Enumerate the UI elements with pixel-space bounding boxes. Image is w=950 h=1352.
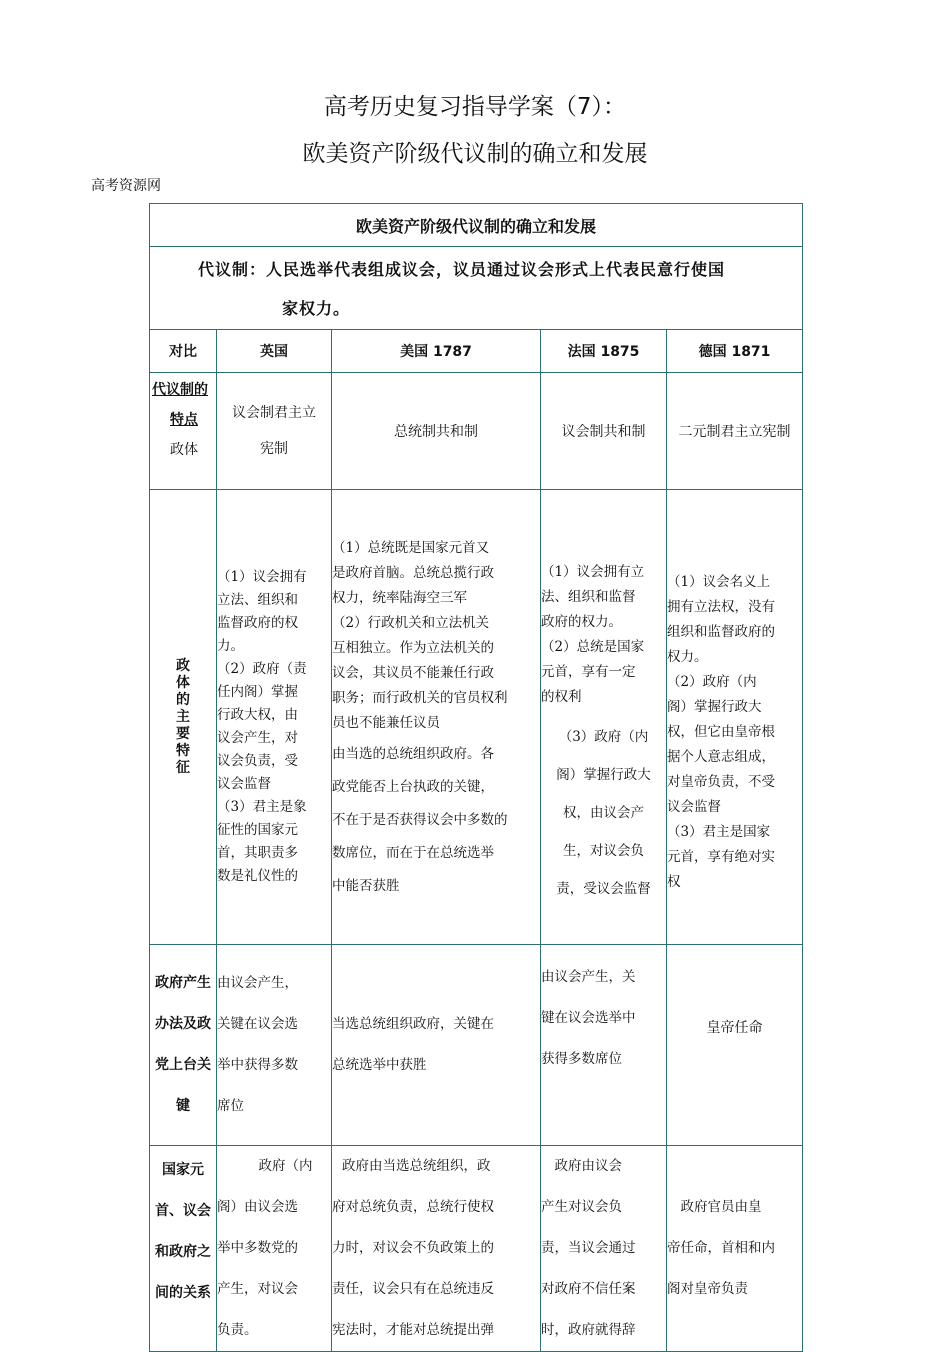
government-uk-line: 席位 xyxy=(217,1098,244,1114)
features-us-line: 员也不能兼任议员 xyxy=(332,714,440,731)
relations-uk-line: 负责。 xyxy=(217,1322,258,1338)
definition-line1: 代议制：人民选举代表组成议会，议员通过议会形式上代表民意行使国 xyxy=(198,260,726,279)
features-fr-line: 元首，享有一定 xyxy=(541,664,636,680)
features-de-line: 元首，享有绝对实 xyxy=(667,848,775,865)
relations-row xyxy=(150,1146,803,1352)
government-fr-line: 键在议会选举中 xyxy=(541,1010,636,1026)
column-header-row xyxy=(150,330,803,373)
relations-label-line: 间的关系 xyxy=(155,1285,211,1301)
features-uk xyxy=(217,490,332,945)
features-de-line: （2）政府（内 xyxy=(667,673,757,690)
relations-fr-line: 责，当议会通过 xyxy=(541,1240,636,1256)
features-us-line: 中能否获胜 xyxy=(332,877,400,894)
features-de xyxy=(667,490,803,945)
definition-cell xyxy=(150,247,803,330)
features-de-line: 权 xyxy=(667,873,681,890)
relations-fr-line: 时，政府就得辞 xyxy=(541,1322,636,1338)
table-heading: 欧美资产阶级代议制的确立和发展 xyxy=(150,204,803,247)
definition-line2: 家权力。 xyxy=(282,299,351,318)
features-uk-line: 首，其职责多 xyxy=(217,845,298,861)
features-de-line: （1）议会名义上 xyxy=(667,573,771,590)
features-us-line: 由当选的总统组织政府。各 xyxy=(332,745,494,762)
features-uk-line: 力。 xyxy=(217,638,244,654)
government-uk-line: 由议会产生， xyxy=(217,975,298,991)
relations-de xyxy=(667,1146,803,1352)
relations-uk-line: 政府（内 xyxy=(245,1158,313,1174)
regime-de: 二元制君主立宪制 xyxy=(667,373,803,490)
table-heading-row xyxy=(150,204,803,247)
features-label-char: 政 xyxy=(176,657,190,674)
features-de-line: 权，但它由皇帝根 xyxy=(667,723,775,740)
features-uk-line: （2）政府（责 xyxy=(217,661,307,677)
relations-de-line: 帝任命，首相和内 xyxy=(667,1240,775,1256)
regime-uk-line1: 议会制君主立 xyxy=(232,405,316,421)
features-uk-line: 议会负责，受 xyxy=(217,753,298,769)
col-header-uk: 英国 xyxy=(217,330,332,373)
features-uk-line: 监督政府的权 xyxy=(217,615,298,631)
features-fr-line: 阁）掌握行政大 xyxy=(556,767,651,783)
government-fr-line: 获得多数席位 xyxy=(541,1051,622,1067)
col-header-compare: 对比 xyxy=(150,330,217,373)
features-fr-line: 的权利 xyxy=(541,689,582,705)
document-title-line2: 欧美资产阶级代议制的确立和发展 xyxy=(302,141,648,167)
relations-us-line: 力时，对议会不负政策上的 xyxy=(332,1240,494,1256)
features-row xyxy=(150,490,803,945)
features-uk-line: （3）君主是象 xyxy=(217,799,307,815)
features-label-char: 特 xyxy=(176,742,190,759)
features-fr-line: 政府的权力。 xyxy=(541,614,622,630)
features-uk-line: （1）议会拥有 xyxy=(217,569,307,585)
features-uk-line: 数是礼仪性的 xyxy=(217,868,298,884)
relations-us-line: 政府由当选总统组织，政 xyxy=(342,1158,491,1174)
features-us-line: 权力，统率陆海空三军 xyxy=(332,589,467,606)
relations-uk-line: 举中多数党的 xyxy=(217,1240,298,1256)
government-uk-line: 关键在议会选 xyxy=(217,1016,298,1032)
regime-fr: 议会制共和制 xyxy=(541,373,667,490)
relations-fr-line: 产生对议会负 xyxy=(541,1199,622,1215)
features-fr-line: （3）政府（内 xyxy=(558,729,649,745)
relations-uk-line: 阁）由议会选 xyxy=(217,1199,298,1215)
features-fr-line: 权，由议会产 xyxy=(563,805,644,821)
government-row xyxy=(150,945,803,1146)
comparison-table xyxy=(149,203,803,1352)
relations-fr xyxy=(541,1146,667,1352)
government-fr xyxy=(541,945,667,1146)
document-title-line1: 高考历史复习指导学案（7）： xyxy=(323,94,627,120)
government-fr-line: 由议会产生，关 xyxy=(541,969,636,985)
features-us-line: 职务；而行政机关的官员权利 xyxy=(332,689,508,706)
features-de-line: 权力。 xyxy=(667,648,708,665)
government-uk xyxy=(217,945,332,1146)
relations-us xyxy=(332,1146,541,1352)
definition-row xyxy=(150,247,803,330)
features-uk-line: 议会产生，对 xyxy=(217,730,298,746)
relations-de-line: 阁对皇帝负责 xyxy=(667,1281,748,1297)
features-de-line: 组织和监督政府的 xyxy=(667,623,775,640)
features-us-line: 数席位，而在于在总统选举 xyxy=(332,844,494,861)
relations-us-line: 责任，议会只有在总统违反 xyxy=(332,1281,494,1297)
relations-fr-line: 对政府不信任案 xyxy=(541,1281,636,1297)
features-de-line: （3）君主是国家 xyxy=(667,823,771,840)
government-label-line: 政府产生 xyxy=(155,975,211,991)
relations-uk-line: 产生，对议会 xyxy=(217,1281,298,1297)
government-us-line: 当选总统组织政府，关键在 xyxy=(332,1016,494,1032)
relations-label-line: 和政府之 xyxy=(155,1244,211,1260)
relations-uk xyxy=(217,1146,332,1352)
features-uk-line: 议会监督 xyxy=(217,776,271,792)
features-fr xyxy=(541,490,667,945)
features-fr-line: （2）总统是国家 xyxy=(541,639,645,655)
features-uk-line: 立法、组织和 xyxy=(217,592,298,608)
regime-row-label xyxy=(150,373,217,490)
relations-row-label xyxy=(150,1146,217,1352)
government-de: 皇帝任命 xyxy=(667,945,803,1146)
features-us-line: 是政府首脑。总统总揽行政 xyxy=(332,564,494,581)
features-de-line: 据个人意志组成， xyxy=(667,748,775,765)
regime-uk xyxy=(217,373,332,490)
features-label-char: 体 xyxy=(176,674,190,691)
features-de-line: 阁）掌握行政大 xyxy=(667,698,762,715)
features-us-line: 不在于是否获得议会中多数的 xyxy=(332,811,508,828)
features-us-line: （1）总统既是国家元首又 xyxy=(332,539,490,556)
government-uk-line: 举中获得多数 xyxy=(217,1057,298,1073)
relations-us-line: 府对总统负责，总统行使权 xyxy=(332,1199,494,1215)
relations-label-line: 首、议会 xyxy=(155,1203,211,1219)
government-label-line: 党上台关 xyxy=(155,1057,211,1073)
features-us-line: 互相独立。作为立法机关的 xyxy=(332,639,494,656)
features-fr-line: 生，对议会负 xyxy=(563,843,644,859)
government-label-line: 办法及政 xyxy=(155,1016,211,1032)
features-row-label xyxy=(150,490,217,945)
features-fr-line: 责，受议会监督 xyxy=(556,881,651,897)
features-uk-line: 任内阁）掌握 xyxy=(217,684,298,700)
relations-fr-line: 政府由议会 xyxy=(541,1158,622,1174)
features-label-char: 征 xyxy=(176,759,190,776)
features-us-line: （2）行政机关和立法机关 xyxy=(332,614,490,631)
regime-label-line1: 代议制的 xyxy=(152,382,208,398)
features-us-line: 议会，其议员不能兼任行政 xyxy=(332,664,494,681)
features-fr-line: （1）议会拥有立 xyxy=(541,564,645,580)
features-label-char: 要 xyxy=(176,725,190,742)
features-us-line: 政党能否上台执政的关键， xyxy=(332,778,494,795)
features-uk-line: 行政大权，由 xyxy=(217,707,298,723)
features-uk-line: 征性的国家元 xyxy=(217,822,298,838)
features-de-line: 议会监督 xyxy=(667,798,721,815)
regime-row xyxy=(150,373,803,490)
features-de-line: 对皇帝负责，不受 xyxy=(667,773,775,790)
government-row-label xyxy=(150,945,217,1146)
features-fr-line: 法、组织和监督 xyxy=(541,589,636,605)
relations-de-line: 政府官员由皇 xyxy=(667,1199,762,1215)
relations-label-line: 国家元 xyxy=(162,1162,204,1178)
regime-label-line3: 政体 xyxy=(170,442,198,458)
source-label: 高考资源网 xyxy=(91,178,161,194)
features-de-line: 拥有立法权，没有 xyxy=(667,598,775,615)
col-header-fr: 法国 1875 xyxy=(541,330,667,373)
features-us xyxy=(332,490,541,945)
regime-us: 总统制共和制 xyxy=(332,373,541,490)
col-header-de: 德国 1871 xyxy=(667,330,803,373)
col-header-us: 美国 1787 xyxy=(332,330,541,373)
regime-label-line2: 特点 xyxy=(170,412,198,428)
features-label-char: 的 xyxy=(176,691,190,708)
features-label-char: 主 xyxy=(176,708,190,725)
government-label-line: 键 xyxy=(176,1098,190,1114)
regime-uk-line2: 宪制 xyxy=(260,441,288,457)
government-us-line: 总统选举中获胜 xyxy=(332,1057,427,1073)
relations-us-line: 宪法时，才能对总统提出弹 xyxy=(332,1322,494,1338)
government-us xyxy=(332,945,541,1146)
